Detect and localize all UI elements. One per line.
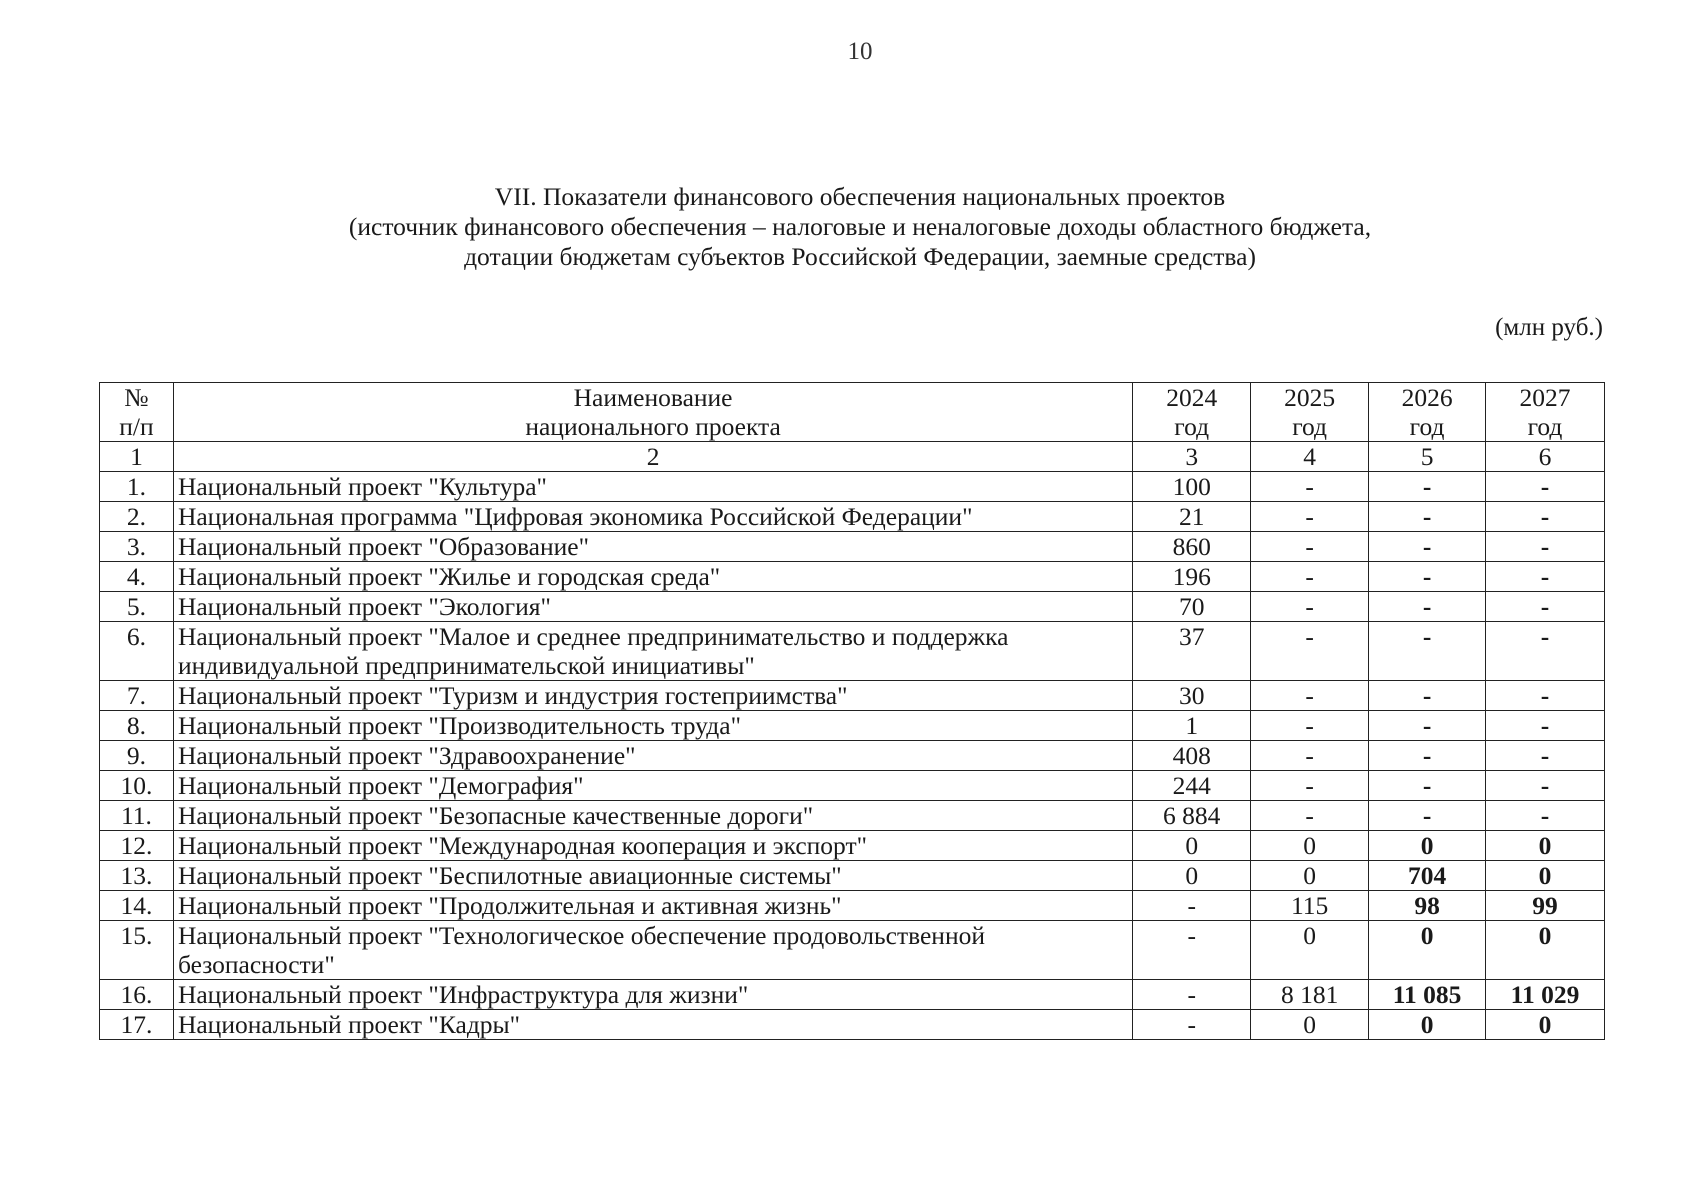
value-2026: 11 085 [1369, 980, 1486, 1010]
project-name: Национальный проект "Беспилотные авиационные системы" [173, 861, 1132, 891]
value-2024: 0 [1133, 831, 1251, 861]
value-2027: 11 029 [1486, 980, 1605, 1010]
project-name: Национальный проект "Безопасные качественные дороги" [173, 801, 1132, 831]
value-2027: - [1486, 472, 1605, 502]
row-number: 9. [100, 741, 174, 771]
table-row [100, 532, 1605, 562]
value-2027: - [1486, 711, 1605, 741]
value-2025: - [1251, 472, 1369, 502]
project-name: Национальный проект "Туризм и индустрия гостеприимства" [173, 681, 1132, 711]
row-number: 6. [100, 622, 174, 681]
table-row [100, 861, 1605, 891]
row-number: 14. [100, 891, 174, 921]
value-2024: - [1133, 1010, 1251, 1040]
table-row [100, 741, 1605, 771]
page-number: 10 [847, 38, 873, 65]
value-2026: 98 [1369, 891, 1486, 921]
header-2025: 2025 год [1251, 383, 1369, 442]
row-number: 15. [100, 921, 174, 980]
value-2025: - [1251, 771, 1369, 801]
value-2024: 408 [1133, 741, 1251, 771]
value-2026: - [1369, 801, 1486, 831]
project-name: Национальный проект "Кадры" [173, 1010, 1132, 1040]
value-2025: - [1251, 622, 1369, 681]
value-2024: 37 [1133, 622, 1251, 681]
value-2027: - [1486, 681, 1605, 711]
header-2026: 2026 год [1369, 383, 1486, 442]
table-row [100, 472, 1605, 502]
table-row [100, 831, 1605, 861]
column-index: 5 [1369, 442, 1486, 472]
value-2025: - [1251, 562, 1369, 592]
value-2026: 704 [1369, 861, 1486, 891]
title-line-2: (источник финансового обеспечения – налоговые и неналоговые доходы областного бюджета, [348, 212, 1372, 241]
value-2027: 0 [1486, 831, 1605, 861]
value-2025: 0 [1251, 1010, 1369, 1040]
value-2026: - [1369, 562, 1486, 592]
value-2024: - [1133, 921, 1251, 980]
value-2025: - [1251, 532, 1369, 562]
value-2025: 115 [1251, 891, 1369, 921]
project-name: Национальный проект "Продолжительная и активная жизнь" [173, 891, 1132, 921]
value-2026: 0 [1369, 1010, 1486, 1040]
column-index-row [100, 442, 1605, 472]
table-row [100, 980, 1605, 1010]
value-2027: 99 [1486, 891, 1605, 921]
column-index: 2 [173, 442, 1132, 472]
project-name: Национальный проект "Демография" [173, 771, 1132, 801]
value-2026: - [1369, 622, 1486, 681]
header-row [100, 383, 1605, 442]
value-2027: - [1486, 801, 1605, 831]
row-number: 13. [100, 861, 174, 891]
header-name: Наименование национального проекта [173, 383, 1132, 442]
project-name: Национальный проект "Культура" [173, 472, 1132, 502]
row-number: 7. [100, 681, 174, 711]
table-row [100, 681, 1605, 711]
table-row [100, 771, 1605, 801]
value-2026: - [1369, 592, 1486, 622]
row-number: 1. [100, 472, 174, 502]
value-2024: 244 [1133, 771, 1251, 801]
value-2024: 196 [1133, 562, 1251, 592]
units-label: (млн руб.) [1495, 314, 1603, 341]
value-2025: 0 [1251, 861, 1369, 891]
table-row [100, 592, 1605, 622]
value-2024: 860 [1133, 532, 1251, 562]
title-line-1: VII. Показатели финансового обеспечения национальных проектов [494, 182, 1226, 211]
value-2026: - [1369, 771, 1486, 801]
row-number: 4. [100, 562, 174, 592]
value-2025: 0 [1251, 831, 1369, 861]
column-index: 3 [1133, 442, 1251, 472]
project-name: Национальный проект "Образование" [173, 532, 1132, 562]
header-2027: 2027 год [1486, 383, 1605, 442]
value-2025: 0 [1251, 921, 1369, 980]
financing-table [99, 382, 1605, 1040]
project-name: Национальный проект "Малое и среднее предпринимательство и поддержка индивидуальной предпринимательской инициативы" [173, 622, 1132, 681]
value-2026: 0 [1369, 831, 1486, 861]
project-name: Национальный проект "Инфраструктура для жизни" [173, 980, 1132, 1010]
value-2027: 0 [1486, 921, 1605, 980]
project-name: Национальный проект "Международная кооперация и экспорт" [173, 831, 1132, 861]
value-2025: 8 181 [1251, 980, 1369, 1010]
value-2025: - [1251, 681, 1369, 711]
value-2024: 21 [1133, 502, 1251, 532]
row-number: 2. [100, 502, 174, 532]
section-title [0, 182, 1697, 272]
column-index: 6 [1486, 442, 1605, 472]
value-2024: 70 [1133, 592, 1251, 622]
value-2027: - [1486, 502, 1605, 532]
table-row [100, 801, 1605, 831]
value-2025: - [1251, 502, 1369, 532]
value-2024: - [1133, 891, 1251, 921]
header-num: № п/п [100, 383, 174, 442]
row-number: 12. [100, 831, 174, 861]
project-name: Национальный проект "Экология" [173, 592, 1132, 622]
table-row [100, 1010, 1605, 1040]
table-row [100, 711, 1605, 741]
value-2025: - [1251, 711, 1369, 741]
project-name: Национальный проект "Технологическое обеспечение продовольственной безопасности" [173, 921, 1132, 980]
value-2024: - [1133, 980, 1251, 1010]
row-number: 16. [100, 980, 174, 1010]
project-name: Национальный проект "Производительность труда" [173, 711, 1132, 741]
value-2027: - [1486, 532, 1605, 562]
value-2026: - [1369, 711, 1486, 741]
value-2027: - [1486, 771, 1605, 801]
title-line-3: дотации бюджетам субъектов Российской Федерации, заемные средства) [464, 242, 1256, 271]
column-index: 4 [1251, 442, 1369, 472]
project-name: Национальный проект "Жилье и городская среда" [173, 562, 1132, 592]
value-2027: - [1486, 622, 1605, 681]
value-2027: - [1486, 741, 1605, 771]
value-2027: - [1486, 592, 1605, 622]
value-2025: - [1251, 741, 1369, 771]
table-row [100, 622, 1605, 681]
row-number: 8. [100, 711, 174, 741]
project-name: Национальный проект "Здравоохранение" [173, 741, 1132, 771]
value-2026: - [1369, 532, 1486, 562]
table-row [100, 921, 1605, 980]
table-row [100, 562, 1605, 592]
table-row [100, 502, 1605, 532]
value-2024: 0 [1133, 861, 1251, 891]
value-2027: - [1486, 562, 1605, 592]
value-2026: - [1369, 741, 1486, 771]
column-index: 1 [100, 442, 174, 472]
header-2024: 2024 год [1133, 383, 1251, 442]
row-number: 5. [100, 592, 174, 622]
value-2026: - [1369, 681, 1486, 711]
value-2027: 0 [1486, 861, 1605, 891]
value-2026: - [1369, 472, 1486, 502]
row-number: 11. [100, 801, 174, 831]
value-2024: 100 [1133, 472, 1251, 502]
value-2024: 1 [1133, 711, 1251, 741]
value-2025: - [1251, 592, 1369, 622]
row-number: 3. [100, 532, 174, 562]
value-2025: - [1251, 801, 1369, 831]
value-2026: 0 [1369, 921, 1486, 980]
row-number: 17. [100, 1010, 174, 1040]
value-2024: 30 [1133, 681, 1251, 711]
value-2024: 6 884 [1133, 801, 1251, 831]
project-name: Национальная программа "Цифровая экономика Российской Федерации" [173, 502, 1132, 532]
row-number: 10. [100, 771, 174, 801]
value-2027: 0 [1486, 1010, 1605, 1040]
value-2026: - [1369, 502, 1486, 532]
table-row [100, 891, 1605, 921]
